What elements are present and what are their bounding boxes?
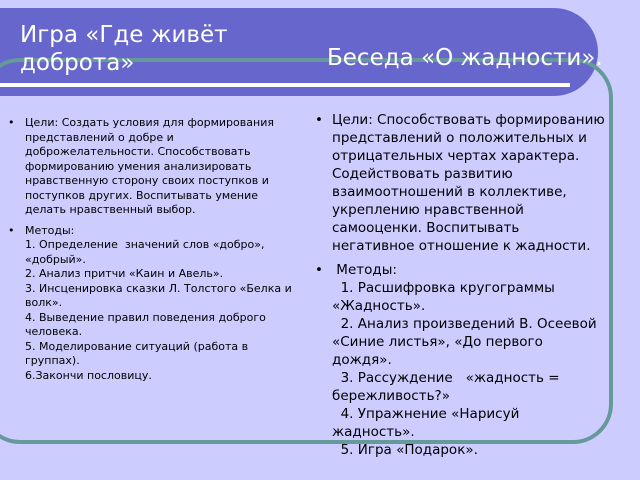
left-methods-label: Методы:: [25, 223, 75, 237]
right-goals-text: Цели: Способствовать формированию представлений о положительных и отрицательных чертах характера. Содействовать развитию взаимоотношений в коллективе, укреплению нравственной самооценки. Воспитывать негативное отношение к жадности.: [332, 112, 605, 254]
bullet-icon: •: [8, 223, 15, 237]
right-methods-label: Методы:: [332, 262, 397, 278]
right-methods-item: [315, 261, 605, 459]
left-method: 4. Выведение правил поведения доброго человека.: [25, 310, 270, 338]
bullet-icon: •: [315, 262, 323, 278]
right-method: 3. Рассуждение «жадность = бережливость?»: [332, 370, 564, 404]
left-goals-text: Цели: Создать условия для формирования представлений о добре и доброжелательности. Способствовать формированию умения анализировать нравственную сторону своих поступков и поступков других. Воспитывать умение делать нравственный выбор.: [25, 116, 274, 216]
bullet-icon: •: [315, 112, 323, 128]
left-title: Игра «Где живёт доброта»: [20, 22, 228, 76]
left-method: 5. Моделирование ситуаций (работа в группах).: [25, 339, 252, 367]
right-method: 2. Анализ произведений В. Осеевой «Синие листья», «До первого дождя».: [332, 316, 601, 368]
right-goals-item: [315, 111, 605, 255]
right-column: [315, 111, 605, 465]
left-method: 3. Инсценировка сказки Л. Толстого «Белка и волк».: [25, 281, 296, 309]
bullet-icon: •: [8, 116, 15, 129]
left-methods-item: [8, 223, 296, 384]
left-column: [8, 116, 296, 389]
right-method: 1. Расшифровка кругограммы «Жадность».: [332, 280, 560, 314]
right-method: 4. Упражнение «Нарисуй жадность».: [332, 406, 524, 440]
left-method: 6.Закончи пословицу.: [25, 368, 152, 382]
right-title: Беседа «О жадности».: [327, 45, 603, 71]
left-goals-item: [8, 116, 293, 218]
left-method: 2. Анализ притчи «Каин и Авель».: [25, 267, 224, 280]
right-method: 5. Игра «Подарок».: [332, 442, 478, 458]
left-method: 1. Определение значений слов «добро», «добрый».: [25, 238, 268, 266]
